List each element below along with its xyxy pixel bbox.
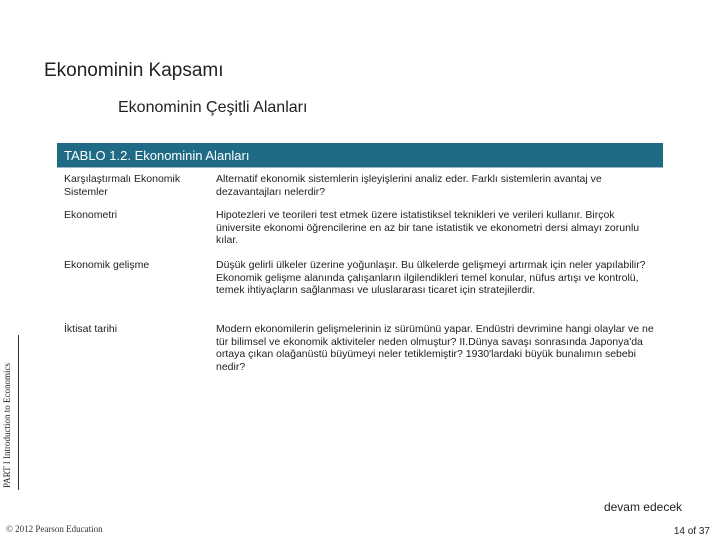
slide-title: Ekonominin Kapsamı [44,60,224,81]
side-divider [18,335,19,490]
page-indicator: 14 of 37 [673,526,710,537]
row-description: Hipotezleri ve teorileri test etmek üzere istatistiksel teknikleri ve verileri kullanır. Birçok üniversite ekonomi öğrencilerine en az bir tane istatistik ve ekonometri dersi almayı zorunlu kılar. [216,209,640,246]
table-header-label: TABLO 1.2. Ekonominin Alanları [64,147,250,163]
book-part-label: PART I Introduction to Economics [2,363,12,488]
table-header-divider [57,167,663,168]
row-term: Ekonometri [64,209,118,221]
copyright-notice: © 2012 Pearson Education [6,524,103,534]
slide-subtitle: Ekonominin Çeşitli Alanları [118,99,308,116]
row-description: Alternatif ekonomik sistemlerin işleyişlerini analiz eder. Farklı sistemlerin avantaj ve dezavantajları nelerdir? [216,173,602,198]
row-term: Ekonomik gelişme [64,259,150,271]
table-header [57,143,663,167]
row-description: Modern ekonomilerin gelişmelerinin iz sürümünü yapar. Endüstri devrimine hangi olaylar ve ne tür bilimsel ve ekonomik aktiviteler neden olmuştur? II.Dünya savaşı sonrasında Japonya'da ortaya çıkan olağanüstü büyümeyi neler tetiklemiştir? 1930'lardaki büyük bunalımın sebebi nedir? [216,323,654,373]
row-term: İktisat tarihi [64,323,118,335]
continued-note: devam edecek [603,500,682,514]
row-term: Karşılaştırmalı Ekonomik Sistemler [64,173,181,198]
row-description: Düşük gelirli ülkeler üzerine yoğunlaşır. Bu ülkelerde gelişmeyi artırmak için neler yapılabilir? Ekonomik gelişme alanında çalışanların ilgilendikleri temel konular, nüfus artışı ve kontrolü, temek ihtiyaçların sağlanması ve uluslararası ticaret için stratejilerdir. [216,259,646,296]
